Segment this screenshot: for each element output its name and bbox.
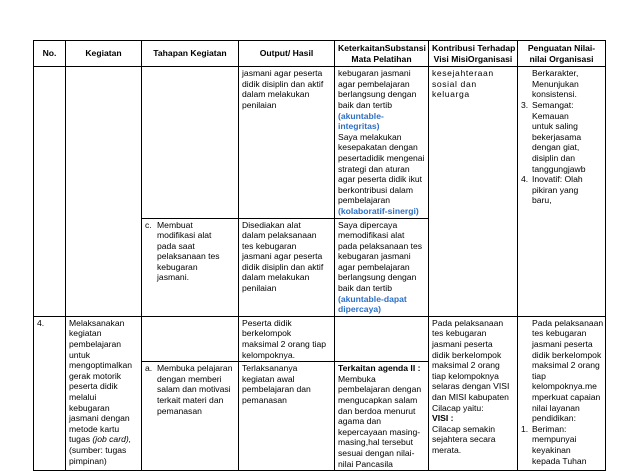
text-line: penilaian bbox=[242, 283, 277, 294]
text-line: agar pembelajaran bbox=[338, 78, 410, 89]
text-line: memodifikasi alat bbox=[338, 230, 405, 241]
text-line: nilai Pancasila bbox=[338, 458, 393, 469]
keterkaitan-c-tag bbox=[338, 294, 425, 315]
text-line: didik disiplin dan aktif bbox=[242, 78, 324, 89]
text-line: mengucapkan salam bbox=[338, 395, 418, 405]
header-penguatan bbox=[518, 41, 606, 67]
cell-tahapan-4-empty bbox=[142, 316, 239, 361]
cell-keterkaitan-a bbox=[335, 67, 429, 218]
numbered-item-line: mempunyai bbox=[532, 434, 577, 445]
numbered-item-line: keyakinan bbox=[532, 444, 571, 455]
cell-output-4a bbox=[239, 362, 335, 471]
text-line: kebugaran jasmani bbox=[338, 68, 411, 79]
kegiatan-4-tugas-word: tugas bbox=[69, 434, 91, 445]
keterkaitan-a-tag-2 bbox=[338, 206, 425, 217]
penguatan-4-text bbox=[521, 318, 602, 424]
text-line: Berkarakter, bbox=[532, 68, 579, 79]
text-line: Saya dipercaya bbox=[338, 219, 398, 230]
text-line: kelompoknya. bbox=[242, 349, 296, 360]
text-line: pendidikan: bbox=[532, 413, 576, 424]
text-line: kesejahteraan bbox=[432, 68, 494, 79]
text-line: Pada pelaksanaan bbox=[432, 317, 504, 328]
text-line: Membuka bbox=[338, 373, 376, 384]
text-line: dalam melakukan bbox=[242, 272, 310, 283]
text-line: modifikasi alat bbox=[157, 230, 212, 241]
text-line: agar peserta didik ikut bbox=[338, 174, 423, 185]
cell-keterkaitan-4a bbox=[335, 362, 429, 471]
numbered-item-line: untuk saling bbox=[532, 121, 578, 132]
text-line: jasmani peserta bbox=[532, 339, 593, 350]
cell-kontribusi-a bbox=[429, 67, 518, 317]
text-line: Kontribusi Terhadap bbox=[432, 43, 516, 53]
text-line: (akuntable- bbox=[338, 110, 384, 121]
cell-no-empty bbox=[34, 67, 66, 317]
kontribusi-4-visi: VISI : bbox=[432, 413, 454, 424]
numbered-item-line: dengan giat, bbox=[532, 142, 580, 153]
text-line: kesepakatan dengan bbox=[338, 142, 418, 153]
numbered-item-line: 4. Inovatif: Olah bbox=[521, 174, 583, 185]
text-line: jasmani dengan bbox=[69, 413, 130, 424]
text-line: melalui bbox=[69, 392, 97, 402]
header-kegiatan: Kegiatan bbox=[66, 41, 142, 67]
header-keterkaitan bbox=[335, 41, 429, 67]
text-line: tiap kelompoknya bbox=[432, 370, 499, 381]
cell-output-a bbox=[239, 67, 335, 218]
text-line: merata. bbox=[432, 444, 462, 455]
text-line: tiap bbox=[532, 370, 546, 381]
cell-kegiatan-empty bbox=[66, 67, 142, 317]
text-line: berlangsung dengan bbox=[338, 89, 417, 100]
table-row-item-4-top bbox=[34, 316, 606, 361]
header-kontribusi bbox=[429, 41, 518, 67]
keterkaitan-4a-title: Terkaitan agenda II : bbox=[338, 363, 421, 374]
text-line: tes kebugaran bbox=[532, 328, 587, 339]
text-line: Membuka pelajaran bbox=[157, 363, 233, 374]
cell-kontribusi-4 bbox=[429, 316, 518, 470]
text-line: strategi dan aturan bbox=[338, 163, 410, 174]
cell-keterkaitan-c bbox=[335, 218, 429, 316]
text-line: Disediakan alat bbox=[242, 219, 301, 230]
text-line: peserta didik bbox=[69, 381, 118, 392]
kegiatan-4-jobcard: (job card), bbox=[92, 434, 132, 445]
tahapan-c-text bbox=[157, 220, 220, 284]
cell-no-4: 4. bbox=[34, 316, 66, 470]
text-line: Terlaksananya bbox=[242, 363, 298, 374]
cell-tahapan-empty bbox=[142, 67, 239, 218]
text-line: konsistensi. bbox=[532, 89, 577, 100]
text-line: agar pembelajaran bbox=[338, 261, 410, 272]
kegiatan-4-jobcard-line bbox=[69, 434, 138, 445]
keterkaitan-a-text-2 bbox=[338, 132, 425, 206]
text-line: mperkuat capaian bbox=[532, 392, 601, 402]
text-line: sosial dan bbox=[432, 78, 477, 89]
header-output: Output/ Hasil bbox=[239, 41, 335, 67]
text-line: kebugaran bbox=[157, 261, 198, 272]
text-line: Pada pelaksanaan bbox=[532, 317, 604, 328]
text-line: didik berkelompok bbox=[532, 349, 602, 360]
text-line: kepercayaan masing- bbox=[338, 426, 421, 437]
text-line: baik dan tertib bbox=[338, 283, 392, 294]
text-line: dipercaya) bbox=[338, 304, 381, 315]
text-line: berkelompok bbox=[242, 328, 292, 339]
text-line: kebugaran bbox=[69, 402, 110, 413]
cell-output-4-top bbox=[239, 316, 335, 361]
text-line: baik dan tertib bbox=[338, 99, 392, 110]
text-line: nilai layanan bbox=[532, 402, 580, 413]
tahapan-4a-label: a. bbox=[145, 363, 153, 374]
numbered-item-line: bekerjasama bbox=[532, 131, 582, 142]
text-line: untuk bbox=[69, 349, 91, 360]
text-line: tes kebugaran bbox=[432, 328, 487, 339]
text-line: Mata Pelatihan bbox=[351, 53, 412, 64]
text-line: Peserta didik bbox=[242, 317, 292, 328]
header-tahapan: Tahapan Kegiatan bbox=[142, 41, 239, 67]
text-line: jasmani agar peserta bbox=[242, 251, 323, 262]
text-line: pesertadidik mengenai bbox=[338, 152, 425, 163]
keterkaitan-c-text bbox=[338, 220, 425, 294]
text-line: Melaksanakan bbox=[69, 317, 125, 328]
text-line: terkait materi dan bbox=[157, 395, 224, 405]
text-line: Saya melakukan bbox=[338, 131, 402, 142]
numbered-item-line: pikiran yang bbox=[532, 184, 579, 195]
text-line: agama dan bbox=[338, 416, 382, 427]
cell-penguatan-4 bbox=[518, 316, 606, 470]
text-line: dalam melakukan bbox=[242, 89, 310, 100]
text-line: maksimal 2 orang tiap bbox=[242, 339, 327, 350]
text-line: berlangsung dengan bbox=[338, 272, 417, 283]
penguatan-4-list bbox=[521, 424, 602, 466]
text-line: (akuntable-dapat bbox=[338, 293, 407, 304]
tahapan-c-label: c. bbox=[145, 219, 152, 230]
text-line: jasmani. bbox=[157, 272, 189, 283]
text-line: keluarga bbox=[432, 89, 470, 100]
text-line: maksimal 2 orang bbox=[432, 360, 500, 371]
text-line: metode kartu bbox=[69, 423, 120, 434]
tahapan-4a-text bbox=[157, 363, 232, 416]
text-line: sesuai dengan nilai- bbox=[338, 447, 415, 458]
text-line: pemanasan bbox=[157, 405, 202, 416]
text-line: pembelajaran bbox=[69, 339, 122, 350]
text-line: mengoptimalkan bbox=[69, 360, 133, 371]
numbered-item-line: tanggungjawb bbox=[532, 163, 586, 174]
text-line: selaras dengan VISI bbox=[432, 381, 510, 392]
text-line: pimpinan) bbox=[69, 455, 107, 466]
text-line: pada saat bbox=[157, 240, 195, 251]
text-line: pemanasan bbox=[242, 395, 287, 405]
table-row-continuation bbox=[34, 67, 606, 218]
text-line: pembelajaran dan bbox=[242, 384, 311, 395]
text-line: sejahtera secara bbox=[432, 434, 496, 445]
text-line: maksimal 2 orang bbox=[532, 360, 600, 371]
text-line: gerak motorik bbox=[69, 370, 122, 381]
text-line: kegiatan bbox=[69, 328, 102, 339]
cell-tahapan-4a bbox=[142, 362, 239, 471]
text-line: kelompoknya.me bbox=[532, 381, 597, 392]
text-line: nilai Organisasi bbox=[529, 53, 594, 64]
header-no: No. bbox=[34, 41, 66, 67]
text-line: jasmani peserta bbox=[432, 339, 493, 350]
cell-penguatan-a bbox=[518, 67, 606, 317]
keterkaitan-a-text-1 bbox=[338, 68, 425, 110]
numbered-item-line: baru, bbox=[532, 195, 552, 206]
text-line: (kolaboratif-sinergi) bbox=[338, 205, 419, 216]
text-line: penilaian bbox=[242, 99, 277, 110]
keterkaitan-a-tag-1 bbox=[338, 111, 425, 132]
text-line: salam dan motivasi bbox=[157, 384, 231, 395]
text-line: pembelajaran bbox=[338, 195, 391, 206]
text-line: pada pelaksanaan tes bbox=[338, 240, 423, 251]
text-line: pembelajaran dengan bbox=[338, 384, 422, 395]
text-line: Cilacap semakin bbox=[432, 423, 496, 434]
kegiatan-4-source bbox=[69, 445, 138, 466]
kontribusi-4-text bbox=[432, 318, 514, 413]
cell-output-c bbox=[239, 218, 335, 316]
numbered-item-line: disiplin dan bbox=[532, 152, 575, 163]
text-line: pelaksanaan tes bbox=[157, 251, 220, 262]
cell-keterkaitan-4-empty bbox=[335, 316, 429, 361]
cell-tahapan-c bbox=[142, 218, 239, 316]
numbered-item-line: Kemauan bbox=[532, 110, 569, 121]
text-line: dan MISI kabupaten bbox=[432, 392, 509, 402]
text-line: Membuat bbox=[157, 219, 193, 230]
text-line: Menunjukan bbox=[532, 78, 579, 89]
text-line: berkontribusi dalam bbox=[338, 184, 413, 195]
text-line: integritas) bbox=[338, 121, 380, 132]
text-line: jasmani agar peserta bbox=[242, 68, 323, 79]
table-header-row bbox=[34, 41, 606, 67]
keterkaitan-4a-text bbox=[338, 374, 425, 469]
text-line: masing,hal tersebut bbox=[338, 437, 413, 448]
text-line: dan berdoa menurut bbox=[338, 405, 416, 416]
text-line: KeterkaitanSubstansi bbox=[338, 43, 426, 53]
text-line: didik berkelompok bbox=[432, 349, 502, 360]
text-line: Penguatan Nilai- bbox=[527, 43, 596, 53]
text-line: kegiatan awal bbox=[242, 373, 295, 384]
penguatan-a-lead bbox=[521, 68, 602, 100]
activity-table bbox=[33, 40, 606, 471]
kegiatan-4-text bbox=[69, 318, 138, 435]
kontribusi-4-visi-text bbox=[432, 424, 514, 456]
text-line: Cilacap yaitu: bbox=[432, 402, 484, 413]
text-line: tes kebugaran bbox=[242, 240, 297, 251]
text-line: didik disiplin dan aktif bbox=[242, 261, 324, 272]
cell-kegiatan-4 bbox=[66, 316, 142, 470]
text-line: Visi MisiOrganisasi bbox=[433, 53, 513, 64]
numbered-item-line: 1. Beriman: bbox=[521, 423, 567, 434]
numbered-item-line: kepada Tuhan bbox=[532, 455, 587, 466]
text-line: (sumber: tugas bbox=[69, 444, 127, 455]
text-line: dalam pelaksanaan bbox=[242, 230, 317, 241]
numbered-item-line: 3. Semangat: bbox=[521, 99, 574, 110]
text-line: kebugaran jasmani bbox=[338, 251, 411, 262]
text-line: dengan memberi bbox=[157, 373, 222, 384]
penguatan-a-list bbox=[521, 100, 602, 206]
